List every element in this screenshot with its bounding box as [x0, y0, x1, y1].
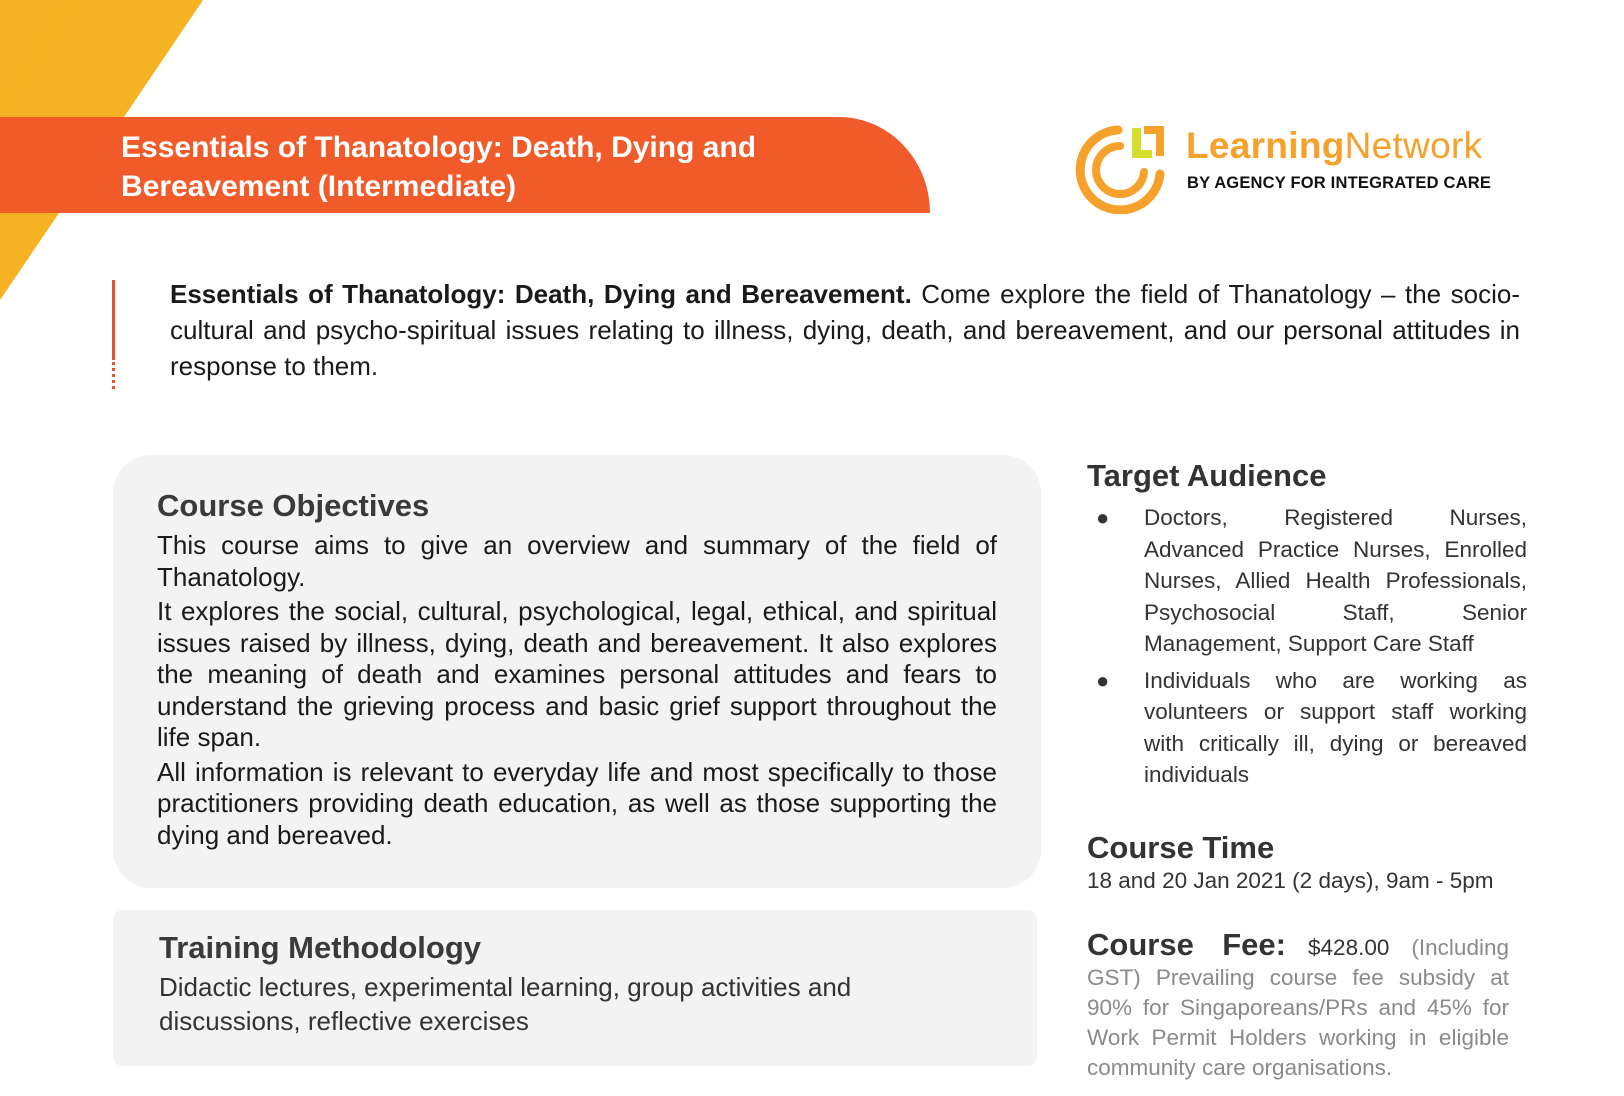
intro-accent-dots [112, 362, 115, 390]
learning-network-logo [1074, 124, 1534, 214]
course-fee-details: (Including GST) Prevailing course fee subsidy at 90% for Singaporeans/PRs and 45% for Work Permit Holders working in eligible community care organisations. [1087, 935, 1509, 1080]
target-audience-title: Target Audience [1087, 458, 1327, 493]
logo-word-regular: Network [1344, 125, 1483, 166]
target-audience-list [1087, 502, 1527, 796]
list-item-text: Doctors, Registered Nurses, Advanced Practice Nurses, Enrolled Nurses, Allied Health Professionals, Psychosocial Staff, Senior Management, Support Care Staff [1144, 505, 1527, 656]
course-objectives-body [157, 530, 997, 854]
intro-text: Come explore the field of Thanatology – the socio-cultural and psycho-spiritual issues relating to illness, dying, death, and bereavement, and our personal attitudes in response to them. [170, 279, 1520, 381]
logo-wordmark [1186, 126, 1482, 166]
course-fee-amount: $428.00 [1308, 935, 1390, 960]
page-title [121, 128, 881, 206]
list-item [1087, 665, 1527, 791]
bullet-icon: ● [1096, 505, 1110, 530]
course-objectives-title: Course Objectives [157, 488, 430, 523]
objectives-paragraph: All information is relevant to everyday life and most specifically to those practitioners providing death education, as well as those supporting the dying and bereaved. [157, 756, 997, 850]
list-item-text: Individuals who are working as volunteers or support staff working with critically ill, dying or bereaved individuals [1144, 667, 1527, 787]
training-methodology-text: Didactic lectures, experimental learning, group activities and discussions, reflective exercises [159, 972, 852, 1036]
course-time-text: 18 and 20 Jan 2021 (2 days), 9am - 5pm [1087, 868, 1494, 893]
objectives-paragraph: It explores the social, cultural, psychological, legal, ethical, and spiritual issues raised by illness, dying, death and bereavement. It also explores the meaning of death and examines personal attitudes and fears to understand the grieving process and basic grief support throughout the life span. [157, 596, 997, 752]
learning-network-logo-icon [1074, 124, 1174, 214]
training-methodology-title: Training Methodology [159, 930, 482, 965]
course-fee [1087, 927, 1509, 1083]
logo-tagline: BY AGENCY FOR INTEGRATED CARE [1187, 174, 1492, 192]
course-fee-label: Course Fee: [1087, 927, 1286, 962]
page-title-line1: Essentials of Thanatology: Death, Dying and [121, 131, 757, 164]
logo-word-bold: Learning [1186, 125, 1345, 166]
intro-paragraph [170, 276, 1520, 384]
page-title-line2: Bereavement (Intermediate) [121, 170, 517, 203]
bullet-icon: ● [1096, 667, 1110, 693]
intro-bold: Essentials of Thanatology: Death, Dying and Bereavement. [170, 279, 912, 309]
intro-accent-bar [112, 280, 115, 360]
course-time-title: Course Time [1087, 830, 1275, 865]
objectives-paragraph: This course aims to give an overview and summary of the field of Thanatology. [157, 530, 997, 592]
list-item [1087, 502, 1527, 660]
